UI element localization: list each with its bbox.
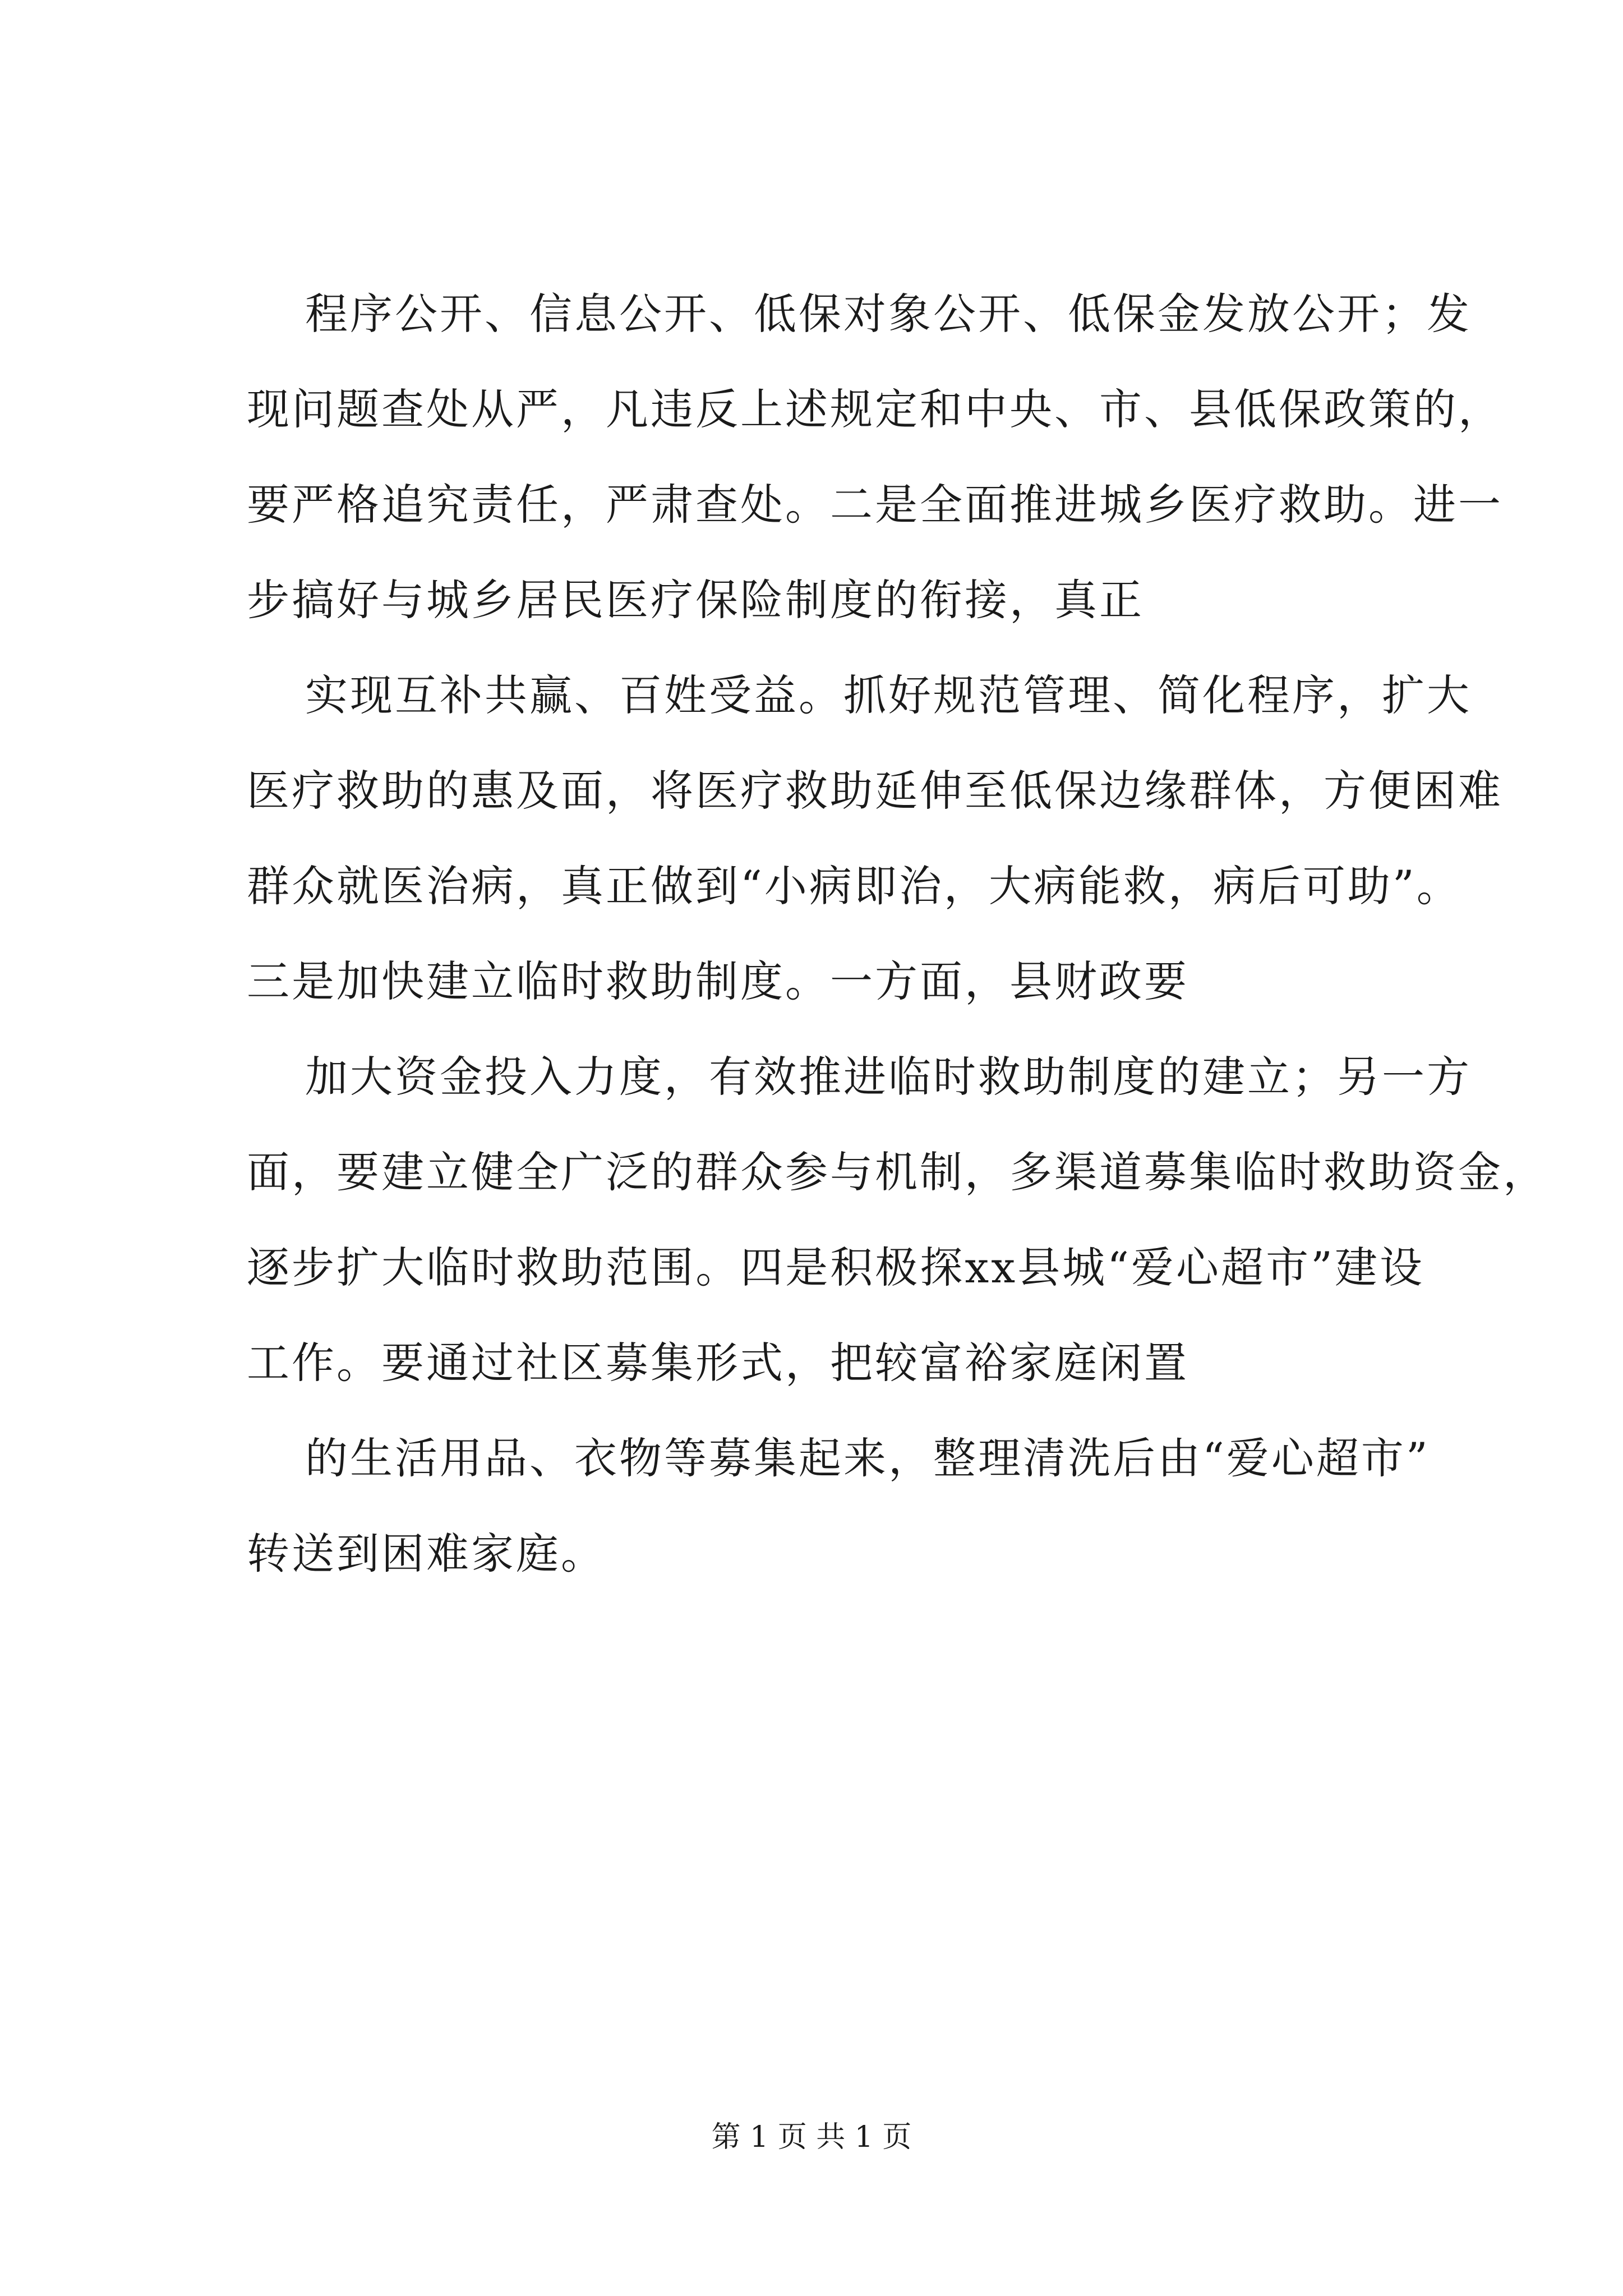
paragraph-1-line-3: 要严格追究责任，严肃查处。二是全面推进城乡医疗救助。进一 — [247, 480, 1503, 530]
paragraph-2-line-1: 实现互补共赢、百姓受益。抓好规范管理、简化程序，扩大 — [305, 670, 1472, 720]
paragraph-4-line-1: 的生活用品、衣物等募集起来，整理清洗后由“爱心超市” — [305, 1433, 1430, 1483]
paragraph-1-line-4: 步搞好与城乡居民医疗保险制度的衔接，真正 — [247, 575, 1144, 625]
paragraph-4-line-2: 转送到困难家庭。 — [247, 1529, 606, 1579]
paragraph-3-line-2: 面，要建立健全广泛的群众参与机制，多渠道募集临时救助资金， — [247, 1147, 1548, 1197]
paragraph-2-line-3: 群众就医治病，真正做到“小病即治，大病能救，病后可助”。 — [247, 861, 1461, 911]
paragraph-3-line-4: 工作。要通过社区募集形式，把较富裕家庭闲置 — [247, 1338, 1189, 1388]
paragraph-3-line-1: 加大资金投入力度，有效推进临时救助制度的建立；另一方 — [305, 1052, 1472, 1102]
document-body — [247, 289, 1548, 1627]
paragraph-2-line-4: 三是加快建立临时救助制度。一方面，县财政要 — [247, 956, 1189, 1006]
paragraph-3-line-3: 逐步扩大临时救助范围。四是积极探xx县城“爱心超市”建设 — [247, 1243, 1424, 1292]
page-footer: 第 1 页 共 1 页 — [711, 2120, 912, 2154]
paragraph-2-line-2: 医疗救助的惠及面，将医疗救助延伸至低保边缘群体，方便困难 — [247, 766, 1503, 816]
paragraph-1-line-2: 现问题查处从严，凡违反上述规定和中央、市、县低保政策的， — [247, 384, 1503, 434]
paragraph-1-line-1: 程序公开、信息公开、低保对象公开、低保金发放公开；发 — [305, 289, 1472, 339]
